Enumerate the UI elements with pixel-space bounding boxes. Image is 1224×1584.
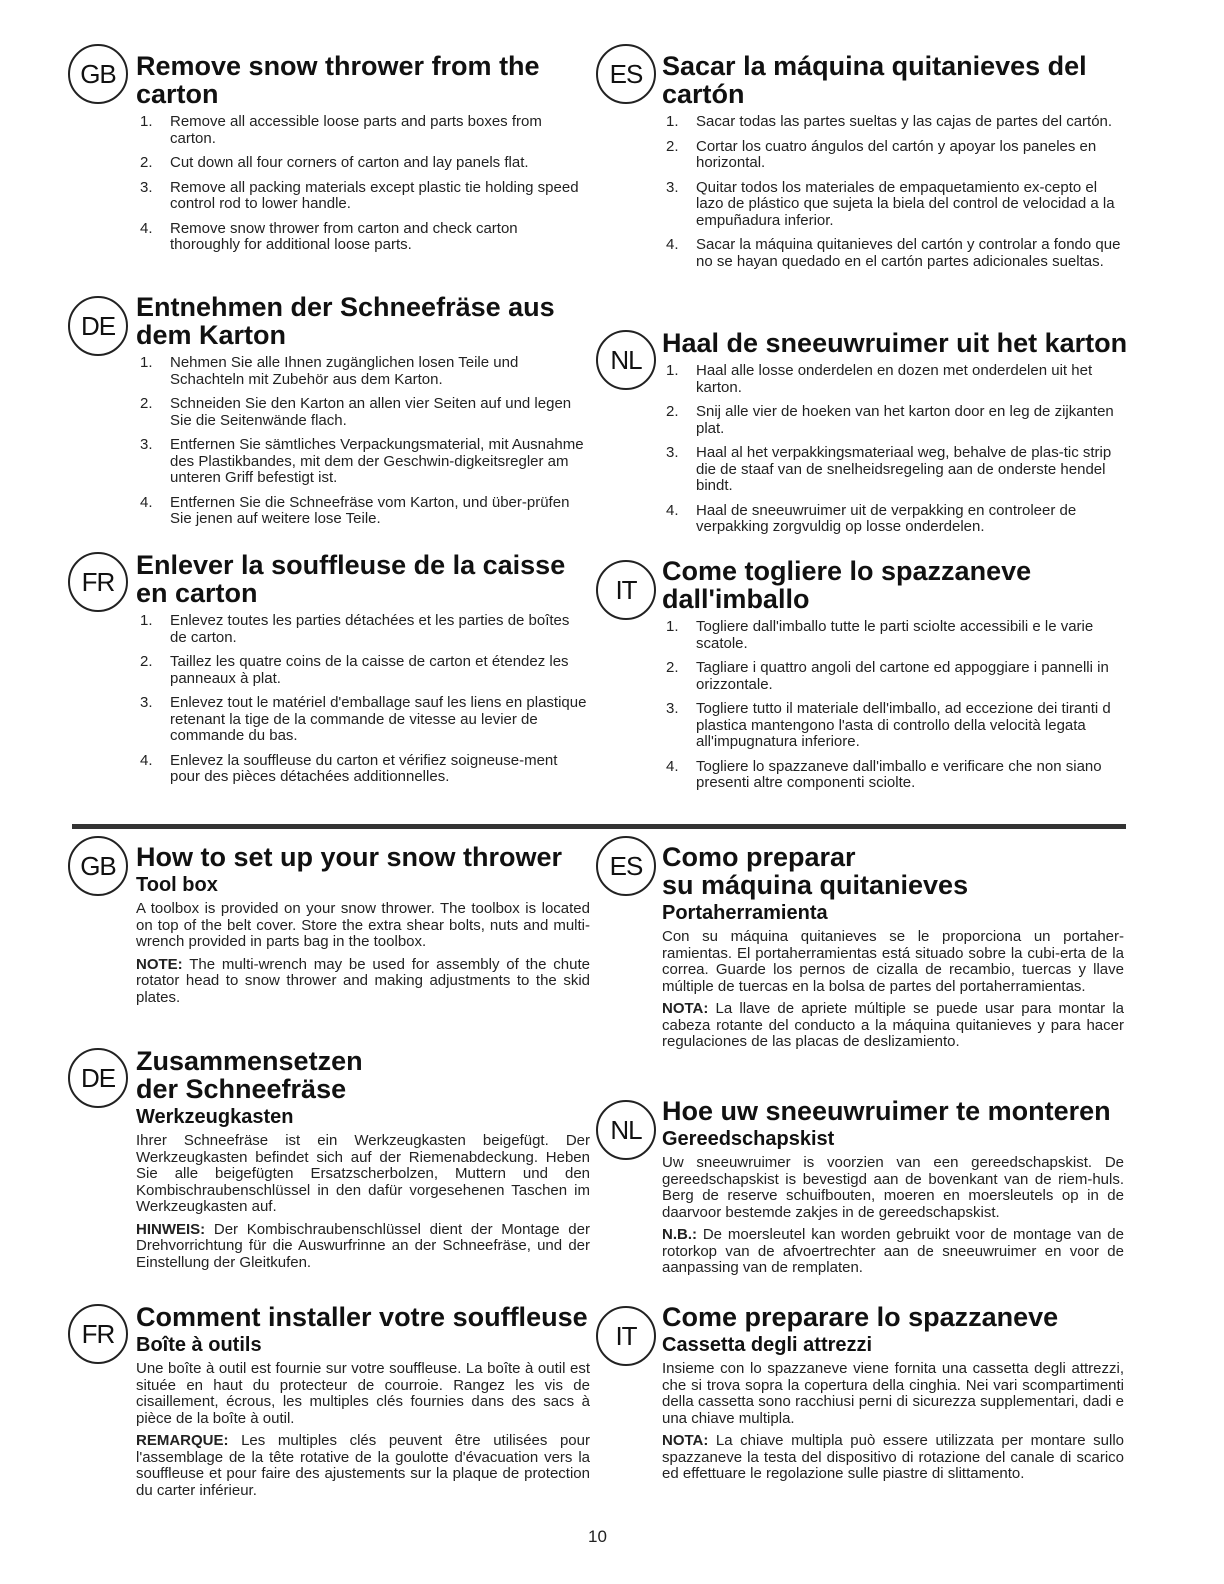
- list-item: 2. Tagliare i quattro angoli del cartone ed appoggiare i pannelli in orizzontale.: [666, 659, 1109, 693]
- note-text: La llave de apriete múltiple se puede usar para montar la cabeza rotante del conducto a la máquina quitanieves y para hacer regulaciones de las placas de deslizamiento.: [662, 1000, 1124, 1050]
- title-line: dall'imballo: [662, 584, 810, 614]
- language-badge-it: IT: [596, 1306, 656, 1366]
- page-number: 10: [588, 1527, 607, 1546]
- language-badge-es: ES: [596, 836, 656, 896]
- list-item: 3. Enlevez tout le matériel d'emballage sauf les liens en plastique retenant la tige de la commande de vitesse au levier de commande du bas.: [140, 694, 587, 744]
- section-title: [136, 843, 590, 871]
- note-label: NOTA:: [662, 1432, 709, 1449]
- note: [662, 1433, 1124, 1483]
- list-item: 3. Quitar todos los materiales de empaquetamiento ex-cepto el lazo de plástico que sujeta la biela del control de velocidad a la empuñadura inferior.: [666, 178, 1115, 229]
- section-title: [662, 52, 1124, 108]
- language-badge-es: ES: [596, 44, 656, 104]
- list-item: 4. Enlevez la souffleuse du carton et vérifiez soigneuse-ment pour des pièces détachées additionnelles.: [140, 751, 558, 785]
- list-item: 3. Remove all packing materials except plastic tie holding speed control rod to lower handle.: [140, 178, 579, 212]
- list-item: 1. Remove all accessible loose parts and parts boxes from carton.: [140, 113, 542, 147]
- list-item: 1. Enlevez toutes les parties détachées et les parties de boîtes de carton.: [140, 612, 570, 646]
- language-badge-fr: FR: [68, 1304, 128, 1364]
- step-list: [136, 114, 590, 254]
- note-label: N.B.:: [662, 1226, 697, 1243]
- note-text: The multi-wrench may be used for assembly of the chute rotator head to snow thrower and making adjustments to the skid plates.: [136, 955, 590, 1006]
- list-item: 2. Cut down all four corners of carton and lay panels flat.: [140, 154, 529, 171]
- title-line: su máquina quitanieves: [662, 870, 969, 900]
- note-label: HINWEIS:: [136, 1220, 206, 1238]
- title-line: Sacar la máquina quitanieves del: [662, 51, 1087, 81]
- title-line: Enlever la souffleuse de la caisse: [136, 550, 566, 580]
- list-item: 4. Remove snow thrower from carton and check carton thoroughly for additional loose parts.: [140, 219, 518, 253]
- language-badge-nl: NL: [596, 330, 656, 390]
- list-item: 4. Entfernen Sie die Schneefräse vom Karton, und über-prüfen Sie jenen auf weitere lose Teile.: [140, 493, 570, 527]
- language-badge-de: DE: [68, 1048, 128, 1108]
- title-line: Entnehmen der Schneefräse aus: [136, 292, 555, 322]
- section-subtitle: Gereedschapskist: [662, 1128, 835, 1150]
- section-title: [662, 843, 1124, 899]
- title-line: Zusammensetzen: [136, 1046, 363, 1076]
- section-divider: [72, 824, 1126, 829]
- title-line: dem Karton: [136, 320, 287, 350]
- list-item: 3. Entfernen Sie sämtliches Verpackungsmaterial, mit Ausnahme des Plastikbandes, mit dem der Geschwin-digkeitsregler am unteren Griff befestigt ist.: [140, 436, 584, 486]
- list-item: 2. Snij alle vier de hoeken van het karton door en leg de zijkanten plat.: [666, 403, 1114, 437]
- title-line: Como preparar: [662, 842, 856, 872]
- list-item: 2. Schneiden Sie den Karton an allen vier Seiten auf und legen Sie die Seitenwände flach.: [140, 395, 572, 429]
- step-list: [662, 363, 1124, 536]
- paragraph: Une boîte à outil est fournie sur votre souffleuse. La boîte à outil est située en haut du protecteur de courroie. Rangez les vis de cisaillement, écrous, les multiples clés fournies dans des sacs à pièce de la boîte à outil.: [136, 1360, 590, 1427]
- note: [662, 1001, 1124, 1051]
- language-badge-gb: GB: [68, 836, 128, 896]
- section-title: [662, 1097, 1124, 1125]
- title-line: Comment installer votre souffleuse: [136, 1302, 588, 1332]
- list-item: 1. Haal alle losse onderdelen en dozen met onderdelen uit het karton.: [666, 362, 1093, 396]
- language-badge-fr: FR: [68, 552, 128, 612]
- language-badge-nl: NL: [596, 1100, 656, 1160]
- list-item: 4. Togliere lo spazzaneve dall'imballo e verificare che non siano presenti altre componenti sciolte.: [666, 757, 1102, 791]
- section-title: [136, 52, 590, 108]
- list-item: 1. Togliere dall'imballo tutte le parti sciolte accessibili e le varie scatole.: [666, 618, 1094, 652]
- paragraph: Insieme con lo spazzaneve viene fornita una cassetta degli attrezzi, che si trova sopra la copertura della cinghia. Nei vari scompartimenti della cassetta sono racchiusi perni di sicurezza supplementari, dadi e una chiave multipla.: [662, 1360, 1124, 1427]
- step-list: [662, 619, 1124, 792]
- list-item: 2. Cortar los cuatro ángulos del cartón y apoyar los paneles en horizontal.: [666, 137, 1097, 171]
- note-label: NOTA:: [662, 1000, 709, 1017]
- step-list: [136, 613, 590, 786]
- title-line: How to set up your snow thrower: [136, 842, 563, 872]
- title-line: cartón: [662, 79, 745, 109]
- section-title: [662, 328, 1128, 358]
- title-line: Remove snow thrower from the: [136, 51, 540, 81]
- language-badge-it: IT: [596, 560, 656, 620]
- list-item: 1. Sacar todas las partes sueltas y las cajas de partes del cartón.: [666, 113, 1113, 130]
- note: [136, 1222, 590, 1272]
- title-line: Come preparare lo spazzaneve: [662, 1302, 1059, 1332]
- section-title: [662, 1303, 1124, 1331]
- note: [136, 1433, 590, 1499]
- title-line: der Schneefräse: [136, 1074, 347, 1104]
- list-item: 1. Nehmen Sie alle Ihnen zugänglichen losen Teile und Schachteln mit Zubehör aus dem Karton.: [140, 354, 519, 388]
- list-item: 4. Sacar la máquina quitanieves del cartón y controlar a fondo que no se hayan quedado en el cartón partes adicionales sueltas.: [666, 236, 1121, 270]
- paragraph: Uw sneeuwruimer is voorzien van een gereedschapskist. De gereedschapskist is bevestigd aan de bovenkant van de riem-huls. Berg de reserve schuifbouten, moeren en moersleutels op in de daarvoor bestemde zakjes in de gereedschapskist.: [662, 1154, 1124, 1221]
- title-line: Haal de sneeuwruimer uit het karton: [662, 328, 1128, 358]
- section-subtitle: Boîte à outils: [136, 1334, 262, 1356]
- section-title: [136, 293, 590, 349]
- paragraph: A toolbox is provided on your snow thrower. The toolbox is located on top of the belt cover. Store the extra shear bolts, nuts and multi-wrench provided in parts bag in the toolbox.: [136, 900, 590, 950]
- section-title: [136, 551, 590, 607]
- list-item: 3. Haal al het verpakkingsmateriaal weg, behalve de plas-tic strip die de staaf van de snelheidsregeling aan de onderste hendel bindt.: [666, 444, 1112, 494]
- step-list: [136, 355, 590, 528]
- note: [662, 1227, 1124, 1277]
- section-subtitle: Werkzeugkasten: [136, 1106, 294, 1128]
- note: [136, 957, 590, 1007]
- paragraph: Ihrer Schneefräse ist ein Werkzeugkasten beigefügt. Der Werkzeugkasten befindet sich auf der Riemenabdeckung. Heben Sie alle beigefügten Ersatzscherbolzen, Muttern und den Kombischraubenschlüssel in den dafür vorgesehenen Taschen im Werkzeugkasten auf.: [136, 1132, 590, 1215]
- list-item: 3. Togliere tutto il materiale dell'imballo, ad eccezione dei tiranti d plastica mantengono l'asta di controllo della velocità legata all'impugnatura inferiore.: [666, 700, 1111, 750]
- section-title: [136, 1047, 590, 1103]
- note-text: La chiave multipla può essere utilizzata per montare sullo spazzaneve la testa del dispositivo di rotazione del canale di scarico ed effettuare le regolazione sulle piastre di slittamento.: [662, 1432, 1124, 1482]
- title-line: en carton: [136, 578, 258, 608]
- note-text: Les multiples clés peuvent être utilisées pour l'assemblage de la tête rotative de la goulotte d'évacuation vers la souffleuse et pour faire des ajustements sur la plaque de protection du carter inférieur.: [136, 1432, 590, 1499]
- section-subtitle: Tool box: [136, 874, 218, 896]
- note-text: Der Kombischraubenschlüssel dient der Montage der Drehvorrichtung für die Auswurfrinne an der Schneefräse, und der Einstellung der Gleitkufen.: [136, 1220, 590, 1271]
- note-label: NOTE:: [136, 955, 183, 973]
- section-subtitle: Cassetta degli attrezzi: [662, 1334, 873, 1356]
- section-title: [662, 557, 1124, 613]
- section-title: [136, 1303, 590, 1331]
- list-item: 4. Haal de sneeuwruimer uit de verpakking en controleer de verpakking zorgvuldig op losse onderdelen.: [666, 501, 1077, 535]
- title-line: carton: [136, 79, 219, 109]
- language-badge-gb: GB: [68, 44, 128, 104]
- note-label: REMARQUE:: [136, 1432, 229, 1449]
- note-text: De moersleutel kan worden gebruikt voor de montage van de rotorkop van de afvoertrechter aan de sneeuwruimer en voor de aanpassing van de remplaten.: [662, 1226, 1124, 1276]
- list-item: 2. Taillez les quatre coins de la caisse de carton et étendez les panneaux à plat.: [140, 653, 569, 687]
- language-badge-de: DE: [68, 296, 128, 356]
- section-subtitle: Portaherramienta: [662, 902, 828, 924]
- title-line: Come togliere lo spazzaneve: [662, 556, 1032, 586]
- title-line: Hoe uw sneeuwruimer te monteren: [662, 1096, 1111, 1126]
- paragraph: Con su máquina quitanieves se le proporciona un portaher-ramientas. El portaherramientas está situado sobre la cubi-erta de la correa. Guarde los pernos de cizalla de recambio, tuercas y llave múltiple de tuercas en la bolsa de partes del portaherramientas.: [662, 928, 1124, 995]
- step-list: [662, 114, 1124, 270]
